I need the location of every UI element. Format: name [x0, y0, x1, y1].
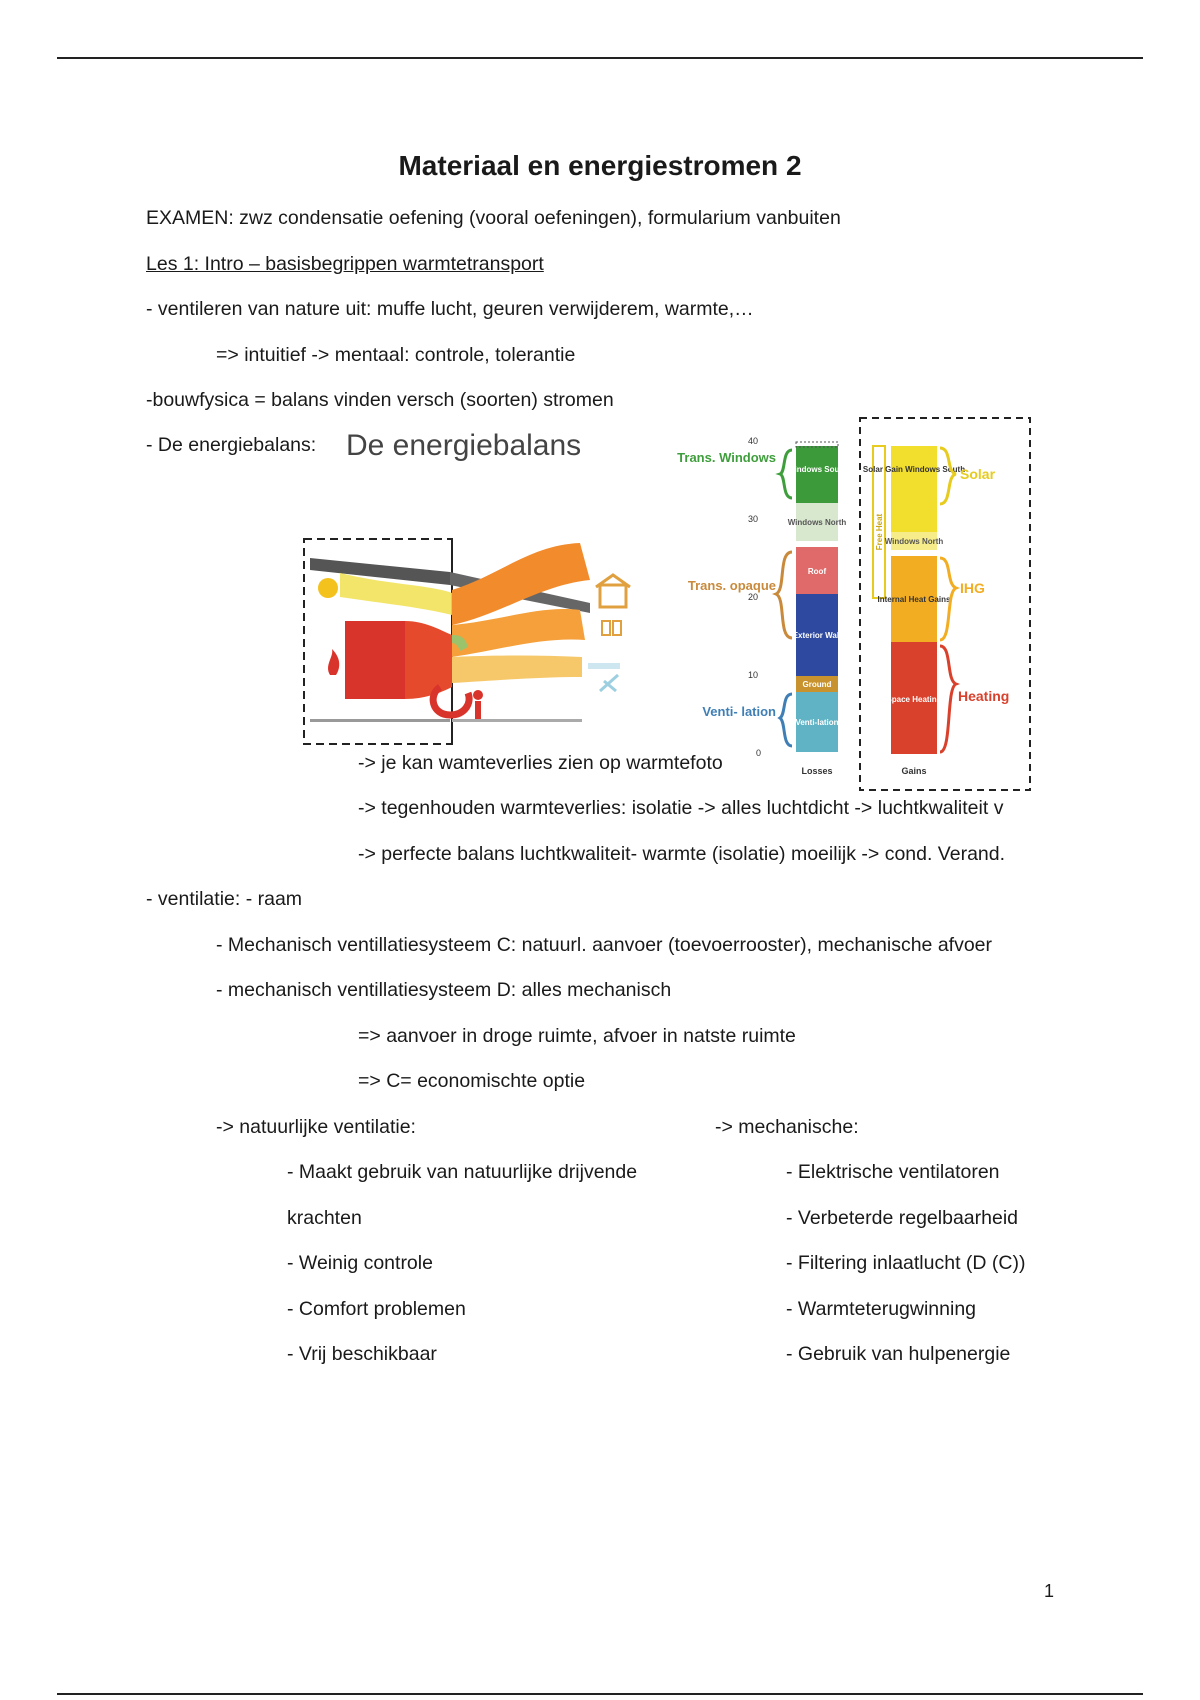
line-economisch: => C= economischte optie — [358, 1070, 586, 1092]
mechanical-item: - Verbeterde regelbaarheid — [786, 1207, 1018, 1229]
line-perfecte-balans: -> perfecte balans luchtkwaliteit- warmte (isolatie) moeilijk -> cond. Verand. — [358, 843, 1006, 865]
mechanical-item: - Warmteterugwinning — [786, 1298, 977, 1320]
axis-tick-30: 30 — [748, 514, 759, 524]
label-trans-windows: Trans. Windows — [677, 450, 776, 465]
line-energiebalans: - De energiebalans: — [146, 434, 317, 456]
label-internal-heat: Internal Heat Gains — [877, 595, 951, 604]
fire-icon — [328, 649, 339, 675]
label-ventilation-bar: Venti-lation — [795, 718, 839, 727]
natural-item: - Vrij beschikbaar — [287, 1343, 437, 1365]
label-space-heating: Space Heating — [886, 695, 942, 704]
natural-heading: -> natuurlijke ventilatie: — [216, 1116, 416, 1138]
figure-caption: De energiebalans — [346, 429, 582, 462]
line-isolatie: -> tegenhouden warmteverlies: isolatie -> alles luchtdicht -> luchtkwaliteit v — [358, 797, 1004, 819]
label-free-heat: Free Heat — [875, 513, 884, 551]
line-ventileren: - ventileren van nature uit: muffe lucht, geuren verwijderem, warmte,… — [146, 298, 754, 320]
column-losses: Losses — [801, 766, 833, 776]
label-solar: Solar — [960, 466, 996, 482]
bar-solar-gain — [891, 446, 937, 532]
top-rule — [57, 57, 1143, 59]
bar-windows-south — [796, 446, 838, 503]
label-solar-gain: Solar Gain Windows South — [862, 465, 966, 474]
sun-icon — [318, 578, 338, 598]
energy-balance-chart — [677, 412, 1040, 792]
line-aanvoer: => aanvoer in droge ruimte, afvoer in natste ruimte — [358, 1025, 796, 1047]
energy-flow-illustration — [300, 425, 670, 755]
axis-tick-40: 40 — [748, 436, 759, 446]
page-number: 1 — [1043, 1581, 1054, 1601]
line-systeem-c: - Mechanisch ventillatiesysteem C: natuurl. aanvoer (toevoerrooster), mechanische afvoer — [216, 934, 993, 956]
label-trans-opaque: Trans. opaque — [687, 578, 776, 593]
axis-tick-10: 10 — [748, 670, 759, 680]
axis-tick-0: 0 — [756, 748, 762, 758]
label-heating: Heating — [958, 688, 1010, 704]
lesson-heading: Les 1: Intro – basisbegrippen warmtetransport — [146, 253, 544, 275]
label-gains-windows-north: Windows North — [884, 537, 944, 546]
label-ihg: IHG — [960, 580, 985, 596]
line-bouwfysica: -bouwfysica = balans vinden versch (soorten) stromen — [146, 389, 614, 411]
natural-item: - Comfort problemen — [287, 1298, 466, 1320]
label-ventilation-left: Venti- lation — [702, 704, 776, 719]
mechanical-item: - Filtering inlaatlucht (D (C)) — [786, 1252, 1026, 1274]
label-windows-north: Windows North — [787, 518, 847, 527]
page-title: Materiaal en energiestromen 2 — [398, 150, 802, 181]
line-intuitief: => intuitief -> mentaal: controle, tolerantie — [216, 344, 576, 366]
label-ground: Ground — [802, 680, 832, 689]
axis-tick-20: 20 — [748, 592, 759, 602]
line-warmtefoto: -> je kan wamteverlies zien op warmtefoto — [358, 752, 723, 774]
exam-line: EXAMEN: zwz condensatie oefening (vooral oefeningen), formularium vanbuiten — [146, 207, 841, 229]
label-windows-south: Windows South — [787, 465, 847, 474]
mechanical-item: - Gebruik van hulpenergie — [786, 1343, 1011, 1365]
bottom-rule — [57, 1693, 1143, 1695]
mechanical-item: - Elektrische ventilatoren — [786, 1161, 1000, 1183]
line-ventilatie: - ventilatie: - raam — [146, 888, 303, 910]
natural-item: - Weinig controle — [287, 1252, 433, 1274]
mechanical-heading: -> mechanische: — [715, 1116, 859, 1138]
natural-item: krachten — [287, 1207, 362, 1229]
label-exterior-wall: Exterior Wall — [792, 631, 842, 640]
label-roof: Roof — [807, 567, 827, 576]
line-systeem-d: - mechanisch ventillatiesysteem D: alles mechanisch — [216, 979, 672, 1001]
column-gains: Gains — [901, 766, 927, 776]
natural-item: - Maakt gebruik van natuurlijke drijvende — [287, 1161, 638, 1183]
